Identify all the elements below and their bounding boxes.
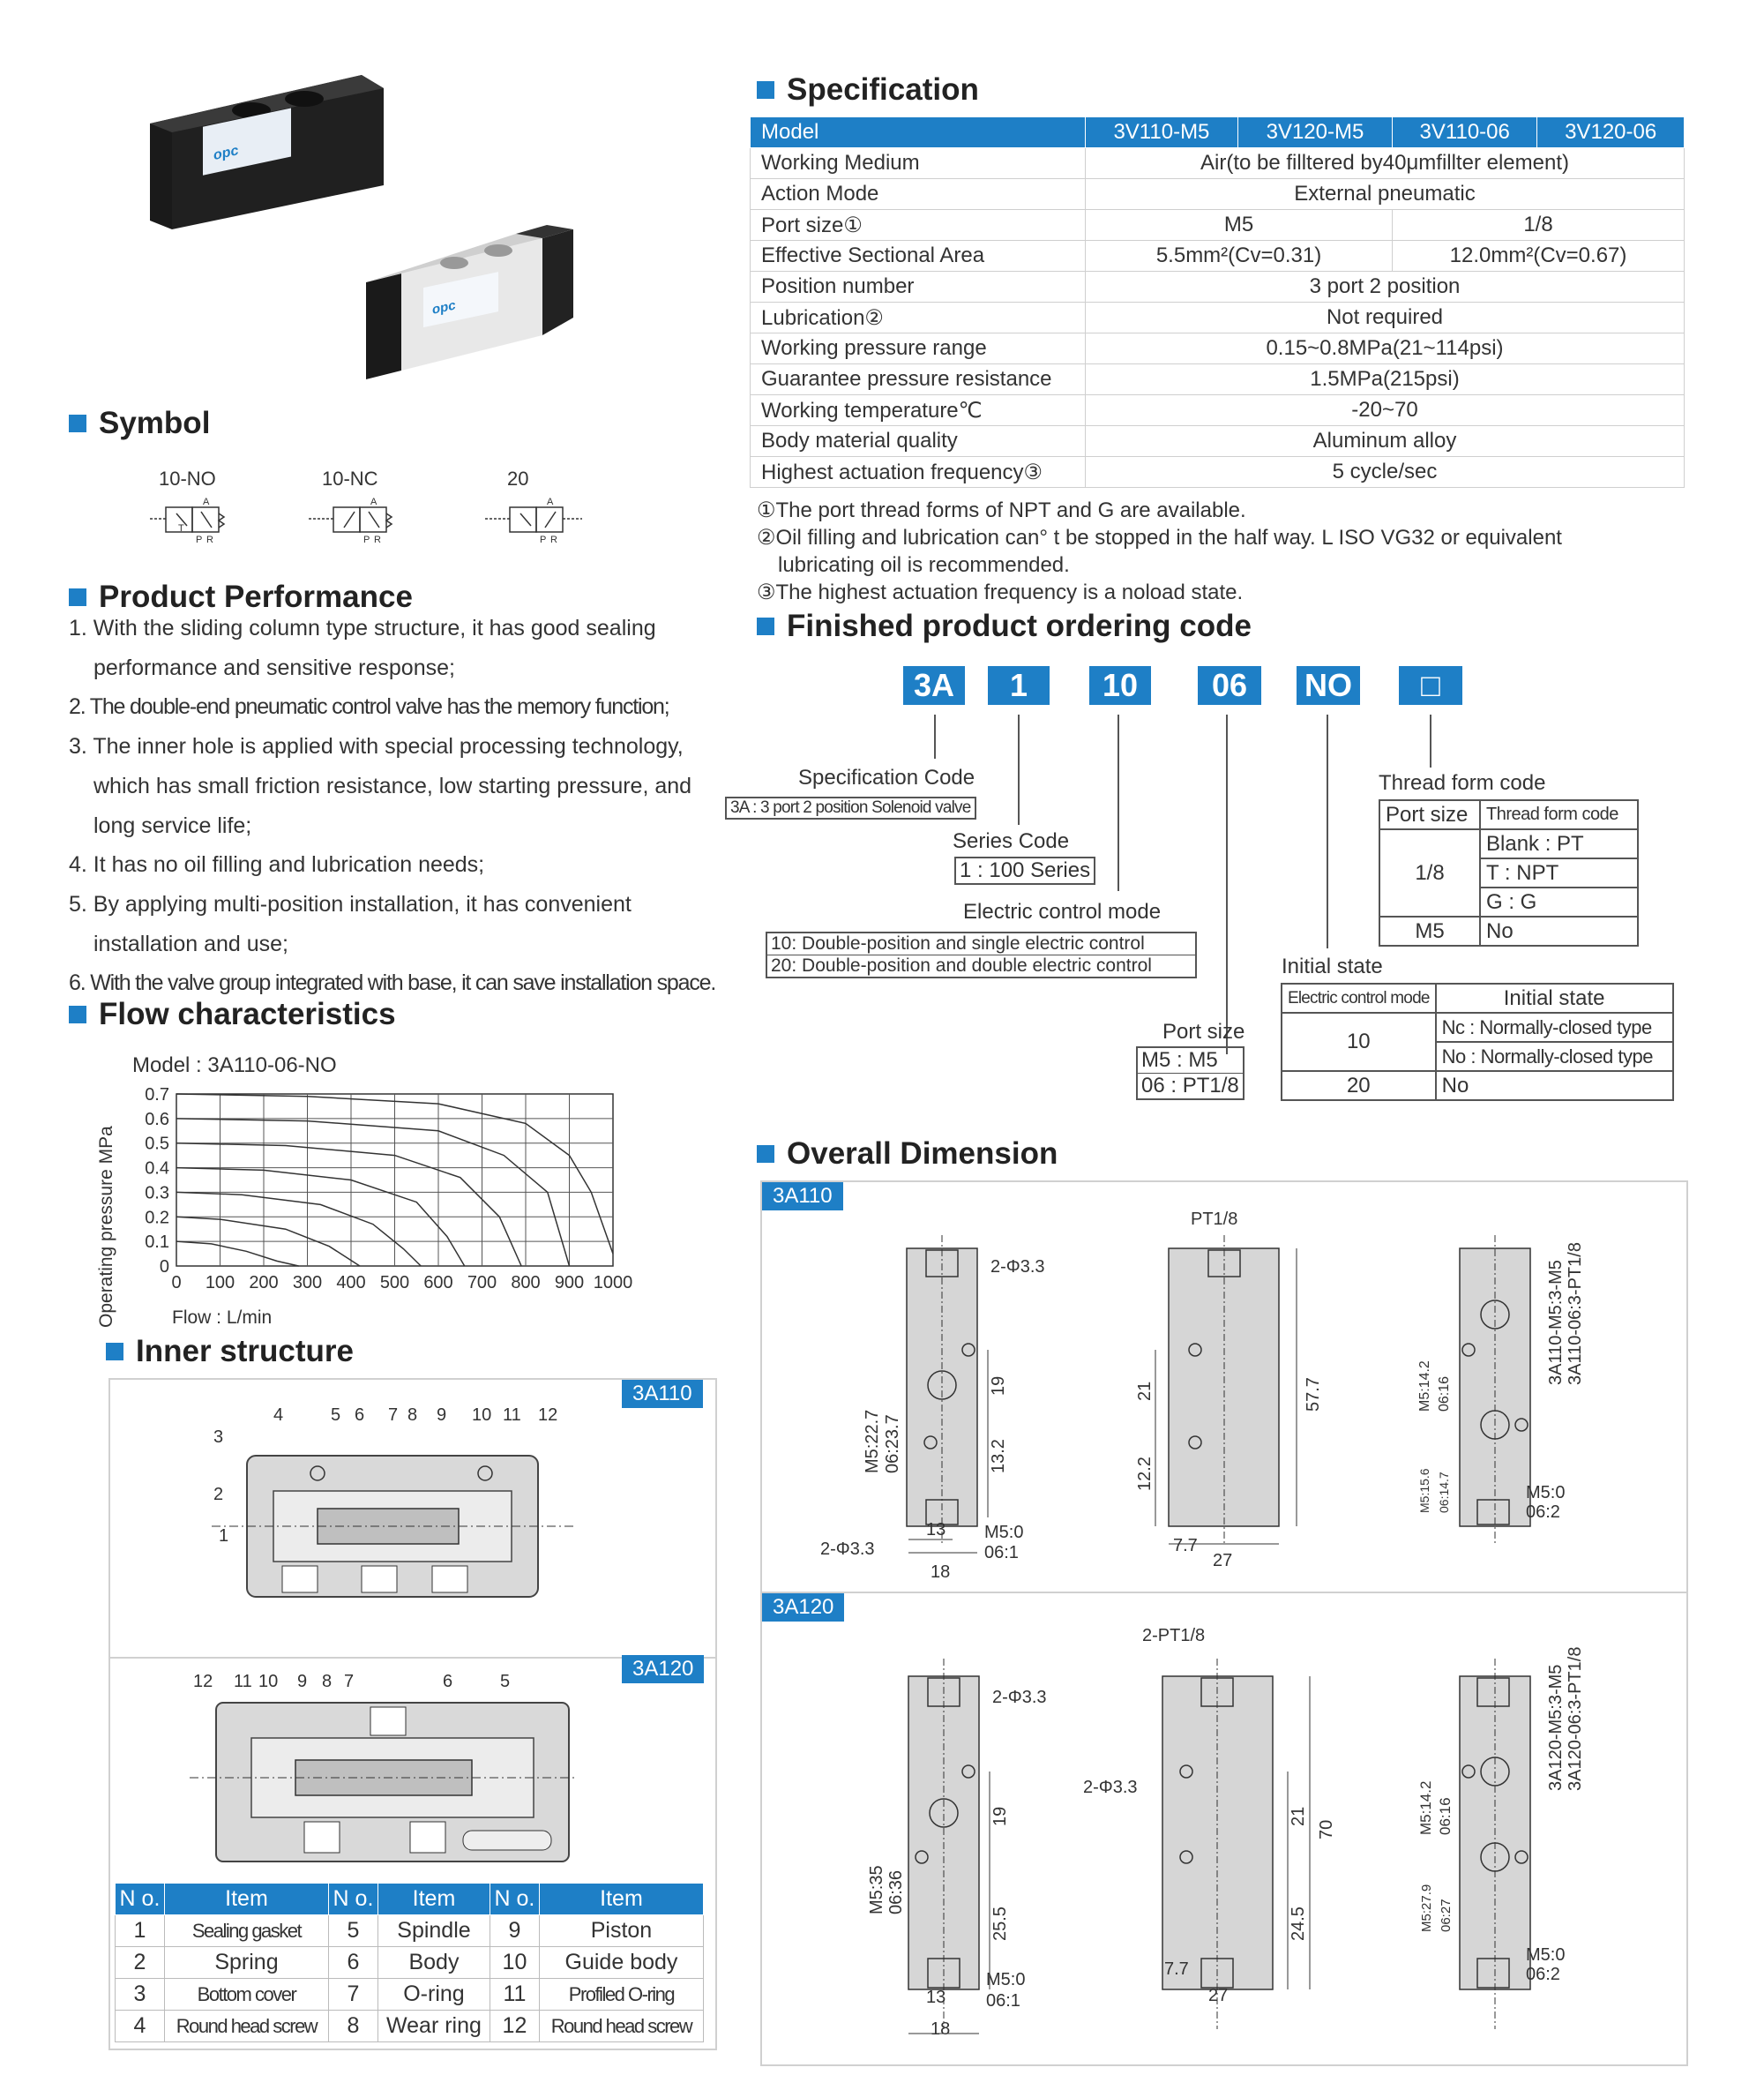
port-a-label: A [203, 497, 210, 507]
dim-label: 21 [1135, 1381, 1155, 1401]
performance-list [69, 609, 739, 1003]
thread-code: G : G [1480, 888, 1638, 917]
thread-size: 1/8 [1379, 829, 1480, 917]
spec-row [751, 179, 1685, 210]
parts-cell: Wear ring [377, 2011, 490, 2042]
spec-value: External pneumatic [1086, 179, 1685, 210]
symbol-label-nc: 10-NC [322, 468, 378, 490]
dim-label: 57.7 [1304, 1377, 1323, 1412]
parts-cell: Profiled O-ring [539, 1979, 703, 2011]
valve-symbols [141, 494, 600, 547]
spec-value: 3 port 2 position [1086, 272, 1685, 303]
spec-code-value: 3A : 3 port 2 position Solenoid valve [725, 797, 976, 820]
spec-label: Port size① [751, 210, 1086, 241]
inner-tag-3a110: 3A110 [622, 1380, 703, 1408]
x-tick-label: 800 [511, 1273, 541, 1292]
initial-mode: 10 [1282, 1013, 1436, 1071]
spec-code-title: Specification Code [798, 766, 975, 790]
part-num: 11 [503, 1405, 521, 1425]
chart-series-line [176, 1192, 421, 1266]
initial-state: No [1436, 1071, 1673, 1100]
port-r-label: R [206, 535, 213, 545]
thread-title: Thread form code [1379, 771, 1546, 795]
parts-cell: 12 [490, 2011, 539, 2042]
chart-xlabel: Flow : L/min [172, 1307, 273, 1328]
x-tick-label: 100 [205, 1273, 235, 1292]
spec-row [751, 241, 1685, 272]
section-title-flow: Flow characteristics [69, 997, 396, 1032]
specification-table [750, 116, 1685, 488]
spec-value: M5 [1086, 210, 1393, 241]
dim-label: 7.7 [1173, 1536, 1198, 1555]
parts-row [116, 2011, 704, 2042]
code-box-10: 10 [1089, 666, 1151, 705]
spec-value: 5 cycle/sec [1086, 457, 1685, 488]
y-tick-label: 0 [159, 1257, 169, 1277]
parts-header: Item [164, 1884, 328, 1915]
port-size-values [1136, 1046, 1245, 1100]
dimension-drawing-3a110 [767, 1200, 1676, 1588]
x-tick-label: 300 [292, 1273, 323, 1292]
dim-label: M5:0 [1526, 1483, 1566, 1502]
part-num: 11 [234, 1672, 252, 1691]
spec-value: 1.5MPa(215psi) [1086, 364, 1685, 395]
parts-cell: 1 [116, 1915, 165, 1947]
dim-label: 06:14.7 [1437, 1472, 1451, 1513]
spec-label: Position number [751, 272, 1086, 303]
spec-label: Lubrication② [751, 303, 1086, 333]
x-tick-label: 900 [554, 1273, 585, 1292]
dim-label: M5:35 [867, 1865, 886, 1914]
spec-value: 1/8 [1393, 210, 1685, 241]
code-box-3a: 3A [903, 666, 965, 705]
port-t-label: T [178, 523, 184, 534]
chart-title: Model : 3A110-06-NO [132, 1053, 337, 1077]
dim-tag-3a120: 3A120 [762, 1593, 844, 1622]
thread-code: Blank : PT [1480, 829, 1638, 858]
spec-label: Working Medium [751, 148, 1086, 179]
initial-table [1281, 983, 1674, 1101]
spec-notes [757, 497, 1692, 606]
part-num: 12 [538, 1405, 558, 1425]
dim-label: 12.2 [1135, 1457, 1155, 1491]
parts-cell: Round head screw [539, 2011, 703, 2042]
initial-header: Initial state [1436, 984, 1673, 1013]
dim-label: 21 [1289, 1806, 1308, 1826]
dim-label: M5:15.6 [1417, 1468, 1431, 1513]
x-tick-label: 500 [379, 1273, 410, 1292]
initial-state: Nc : Normally-closed type [1436, 1013, 1673, 1042]
inner-structure-3a120 [181, 1667, 587, 1870]
x-tick-label: 400 [336, 1273, 366, 1292]
spec-header-col: 3V120-06 [1537, 117, 1685, 148]
bullet-square-icon [69, 415, 86, 432]
note-line: lubricating oil is recommended. [778, 553, 1070, 577]
dim-label: 2-PT1/8 [1142, 1626, 1206, 1645]
part-num: 7 [388, 1405, 399, 1425]
dim-label: 3A110-M5:3-M5 [1546, 1260, 1566, 1385]
dim-label: 06:2 [1526, 1502, 1560, 1522]
port-r-label: R [374, 535, 381, 545]
dim-label: 19 [990, 1806, 1010, 1826]
bullet-square-icon [69, 1006, 86, 1023]
parts-cell: 5 [329, 1915, 378, 1947]
parts-header: N o. [490, 1884, 539, 1915]
y-tick-label: 0.5 [145, 1134, 169, 1154]
dim-label: 19 [989, 1375, 1008, 1396]
chart-ticks [145, 1085, 632, 1292]
parts-cell: 10 [490, 1947, 539, 1979]
thread-code: No [1480, 917, 1638, 946]
parts-cell: Sealing gasket [164, 1915, 328, 1947]
parts-cell: 2 [116, 1947, 165, 1979]
part-num: 9 [437, 1405, 447, 1425]
port-a-label: A [370, 497, 377, 507]
electric-title: Electric control mode [963, 900, 1162, 924]
spec-label: Highest actuation frequency③ [751, 457, 1086, 488]
dim-label: 70 [1317, 1819, 1336, 1839]
symbol-10-no [150, 507, 224, 532]
x-tick-label: 700 [467, 1273, 497, 1292]
brand-logo-2: opc [432, 297, 456, 318]
dim-label: 18 [931, 1562, 951, 1582]
performance-item: performance and sensitive response; [93, 655, 455, 680]
parts-cell: 6 [329, 1947, 378, 1979]
thread-header: Thread form code [1480, 800, 1638, 829]
parts-header: Item [377, 1884, 490, 1915]
spec-header-col: 3V110-06 [1393, 117, 1537, 148]
x-tick-label: 1000 [593, 1273, 633, 1292]
dim-label: 2-Φ3.3 [1083, 1778, 1138, 1797]
performance-item: installation and use; [93, 931, 288, 956]
parts-cell: Guide body [539, 1947, 703, 1979]
symbol-20 [485, 507, 582, 532]
spec-row [751, 333, 1685, 364]
spec-label: Effective Sectional Area [751, 241, 1086, 272]
spec-value: 12.0mm²(Cv=0.67) [1393, 241, 1685, 272]
x-tick-label: 600 [423, 1273, 453, 1292]
performance-item: 3. The inner hole is applied with special processing technology, [69, 734, 684, 760]
parts-cell: 8 [329, 2011, 378, 2042]
spec-row [751, 210, 1685, 241]
parts-cell: Bottom cover [164, 1979, 328, 2011]
dim-label: 24.5 [1289, 1906, 1308, 1941]
dim-label: 3A120-M5:3-M5 [1546, 1664, 1566, 1791]
section-title-inner: Inner structure [106, 1334, 354, 1369]
part-num: 12 [193, 1672, 213, 1691]
parts-cell: Body [377, 1947, 490, 1979]
bullet-square-icon [757, 1145, 774, 1163]
dim-label: M5:27.9 [1419, 1884, 1434, 1932]
spec-label: Guarantee pressure resistance [751, 364, 1086, 395]
thread-header: Port size [1379, 800, 1480, 829]
dim-label: M5:0 [1526, 1945, 1566, 1965]
initial-header: Electric control mode [1282, 984, 1436, 1013]
spec-value: Not required [1086, 303, 1685, 333]
spec-row [751, 395, 1685, 426]
dim-label: 06:1 [986, 1991, 1020, 2011]
spec-header-model: Model [751, 117, 1086, 148]
y-tick-label: 0.7 [145, 1085, 169, 1105]
electric-value: 10: Double-position and single electric control [767, 933, 1195, 955]
dim-label: M5:0 [986, 1970, 1026, 1989]
parts-cell: Round head screw [164, 2011, 328, 2042]
part-num: 7 [344, 1672, 355, 1691]
y-tick-label: 0.4 [145, 1158, 169, 1179]
dimension-drawing-3a120 [767, 1614, 1676, 2056]
spec-header-col: 3V110-M5 [1086, 117, 1238, 148]
note-line: ②Oil filling and lubrication can° t be stopped in the half way. L ISO VG32 or equivalent [757, 526, 1562, 550]
port-p-label: P [540, 535, 547, 545]
code-box-1: 1 [988, 666, 1050, 705]
port-size-value: M5 : M5 [1138, 1048, 1243, 1074]
port-r-label: R [550, 535, 557, 545]
code-box-06: 06 [1198, 666, 1261, 705]
spec-label: Working temperature℃ [751, 395, 1086, 426]
bullet-square-icon [106, 1343, 123, 1360]
dim-label: 06:27 [1439, 1899, 1454, 1932]
y-tick-label: 0.1 [145, 1232, 169, 1253]
dim-label: 27 [1208, 1986, 1229, 2005]
thread-code: T : NPT [1480, 858, 1638, 888]
parts-row [116, 1947, 704, 1979]
dim-label: M5:0 [984, 1523, 1024, 1542]
spec-header-row [751, 117, 1685, 148]
inner-tag-3a120: 3A120 [622, 1655, 704, 1683]
note-line: ③The highest actuation frequency is a noload state. [757, 581, 1244, 604]
performance-item: 4. It has no oil filling and lubrication needs; [69, 852, 485, 878]
electric-values [766, 932, 1197, 978]
spec-row [751, 148, 1685, 179]
parts-cell: Spring [164, 1947, 328, 1979]
inner-structure-3a110 [203, 1403, 582, 1650]
x-tick-label: 0 [171, 1273, 182, 1292]
parts-cell: O-ring [377, 1979, 490, 2011]
dim-label: M5:14.2 [1417, 1360, 1432, 1412]
dim-label: 13 [926, 1520, 946, 1539]
series-code-title: Series Code [953, 829, 1070, 853]
dim-label: 27 [1213, 1551, 1233, 1570]
y-tick-label: 0.2 [145, 1208, 169, 1228]
spec-value: Aluminum alloy [1086, 426, 1685, 457]
dim-label: 06:2 [1526, 1965, 1560, 1984]
symbol-10-nc [309, 507, 392, 532]
inner-parts-table [115, 1883, 704, 2042]
performance-item: 6. With the valve group integrated with base, it can save installation space. [69, 970, 716, 996]
part-num: 3 [213, 1427, 224, 1447]
dim-label: M5:14.2 [1417, 1780, 1434, 1835]
dim-label: PT1/8 [1191, 1210, 1238, 1229]
parts-header: N o. [116, 1884, 165, 1915]
bullet-square-icon [757, 81, 774, 99]
parts-cell: Spindle [377, 1915, 490, 1947]
parts-cell: 9 [490, 1915, 539, 1947]
part-num: 5 [500, 1672, 511, 1691]
parts-header: N o. [329, 1884, 378, 1915]
dim-label: 06:16 [1437, 1797, 1454, 1835]
brand-logo-1: opc [213, 142, 239, 164]
bullet-square-icon [69, 588, 86, 606]
port-size-title: Port size [1162, 1020, 1245, 1044]
section-title-specification: Specification [757, 72, 979, 108]
parts-row [116, 1979, 704, 2011]
dim-label: 2-Φ3.3 [820, 1539, 875, 1559]
symbol-label-no: 10-NO [159, 468, 216, 490]
dim-label: 18 [931, 2019, 951, 2039]
initial-mode: 20 [1282, 1071, 1436, 1100]
electric-value: 20: Double-position and double electric control [771, 955, 1152, 976]
spec-label: Working pressure range [751, 333, 1086, 364]
dim-label: 13.2 [989, 1439, 1008, 1473]
performance-item: long service life; [93, 813, 252, 838]
x-tick-label: 200 [249, 1273, 279, 1292]
part-num: 2 [213, 1485, 224, 1504]
initial-state: No : Normally-closed type [1436, 1042, 1673, 1071]
code-box-no: NO [1297, 666, 1360, 705]
part-num: 10 [472, 1405, 492, 1425]
spec-label: Body material quality [751, 426, 1086, 457]
code-box-thread: □ [1399, 666, 1462, 705]
part-num: 10 [258, 1672, 279, 1691]
dim-label: 2-Φ3.3 [992, 1688, 1047, 1707]
spec-value: 0.15~0.8MPa(21~114psi) [1086, 333, 1685, 364]
note-line: ①The port thread forms of NPT and G are available. [757, 498, 1246, 522]
part-num: 6 [355, 1405, 365, 1425]
dim-label: 06:1 [984, 1543, 1019, 1562]
spec-row [751, 272, 1685, 303]
parts-cell: 3 [116, 1979, 165, 2011]
thread-size: M5 [1379, 917, 1480, 946]
section-title-dimension: Overall Dimension [757, 1136, 1058, 1172]
parts-cell: Piston [539, 1915, 703, 1947]
part-num: 4 [273, 1405, 284, 1425]
spec-row [751, 303, 1685, 333]
dim-tag-3a110: 3A110 [762, 1182, 843, 1210]
y-tick-label: 0.3 [145, 1183, 169, 1203]
dim-label: 06:23.7 [883, 1414, 902, 1473]
spec-row [751, 426, 1685, 457]
performance-item: which has small friction resistance, low starting pressure, and [93, 773, 692, 798]
spec-row [751, 364, 1685, 395]
thread-table [1379, 799, 1639, 947]
dim-label: 06:16 [1437, 1375, 1452, 1412]
bullet-square-icon [757, 618, 774, 635]
part-num: 8 [407, 1405, 418, 1425]
spec-value: Air(to be filltered by40μmfillter element) [1086, 148, 1685, 179]
symbol-label-20: 20 [507, 468, 529, 490]
dim-label: 25.5 [990, 1906, 1010, 1941]
spec-header-col: 3V120-M5 [1237, 117, 1392, 148]
dim-label: 2-Φ3.3 [990, 1257, 1045, 1277]
dim-label: M5:22.7 [863, 1409, 882, 1473]
dim-label: 13 [926, 1988, 946, 2007]
valve-white-image [366, 225, 573, 379]
port-size-value: 06 : PT1/8 [1141, 1074, 1239, 1097]
initial-title: Initial state [1282, 955, 1383, 978]
y-tick-label: 0.6 [145, 1109, 169, 1129]
part-num: 1 [219, 1526, 229, 1546]
part-num: 5 [331, 1405, 341, 1425]
part-num: 9 [297, 1672, 308, 1691]
dim-label: 3A110-06:3-PT1/8 [1566, 1242, 1585, 1385]
spec-value: 5.5mm²(Cv=0.31) [1086, 241, 1393, 272]
section-title-symbol: Symbol [69, 406, 210, 441]
spec-row [751, 457, 1685, 488]
product-photo [115, 62, 670, 397]
spec-value: -20~70 [1086, 395, 1685, 426]
chart-series-line [176, 1241, 299, 1266]
dim-label: 06:36 [886, 1869, 906, 1914]
port-p-label: P [196, 535, 203, 545]
part-num: 6 [443, 1672, 453, 1691]
parts-row [116, 1915, 704, 1947]
port-p-label: P [363, 535, 370, 545]
chart-ylabel: Operating pressure MPa [96, 1126, 116, 1328]
parts-cell: 4 [116, 2011, 165, 2042]
section-title-performance: Product Performance [69, 580, 413, 615]
performance-item: 5. By applying multi-position installation, it has convenient [69, 891, 632, 917]
parts-cell: 11 [490, 1979, 539, 2011]
parts-cell: 7 [329, 1979, 378, 2011]
dim-label: 3A120-06:3-PT1/8 [1566, 1646, 1585, 1791]
spec-label: Action Mode [751, 179, 1086, 210]
series-code-value: 1 : 100 Series [954, 857, 1095, 885]
flow-chart [93, 1045, 657, 1337]
port-a-label: A [547, 497, 554, 507]
valve-black-image [150, 75, 384, 229]
section-title-ordering: Finished product ordering code [757, 609, 1252, 644]
part-num: 8 [322, 1672, 333, 1691]
parts-header-row [116, 1884, 704, 1915]
performance-item: 1. With the sliding column type structure, it has good sealing [69, 616, 656, 640]
parts-header: Item [539, 1884, 703, 1915]
dim-label: 7.7 [1164, 1959, 1189, 1979]
performance-item: 2. The double-end pneumatic control valve has the memory function; [69, 694, 669, 720]
